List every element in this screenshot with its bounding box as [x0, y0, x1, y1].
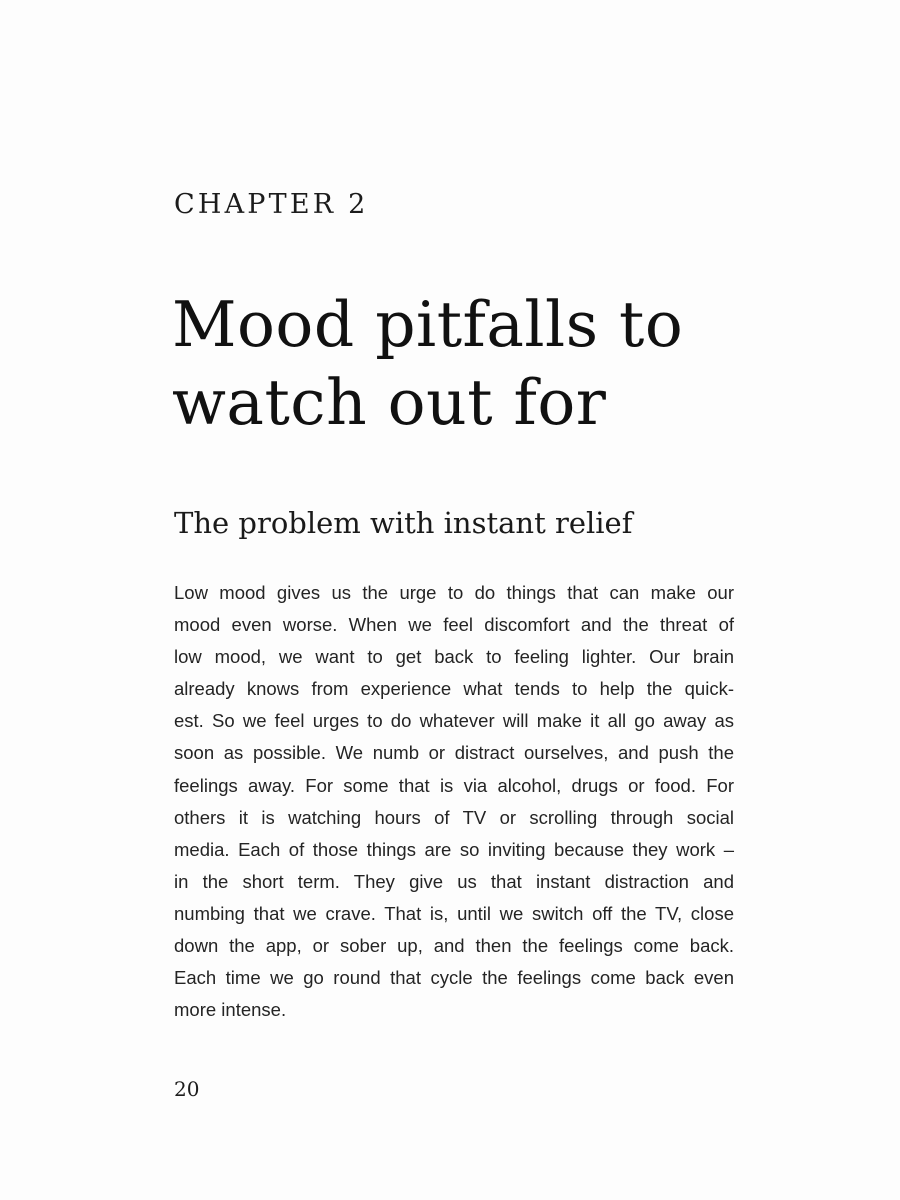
paragraph-line: media. Each of those things are so inviting because they work – — [174, 838, 734, 860]
paragraph-line: others it is watching hours of TV or scrolling through social — [174, 806, 734, 828]
page-number: 20 — [174, 1077, 200, 1101]
paragraph-line: numbing that we crave. That is, until we switch off the TV, close — [174, 902, 734, 924]
chapter-label: CHAPTER 2 — [174, 189, 369, 220]
paragraph-line: mood even worse. When we feel discomfort and the threat of — [174, 614, 734, 636]
paragraph-line: already knows from experience what tends to help the quick- — [174, 678, 734, 700]
paragraph-line: in the short term. They give us that instant distraction and — [174, 870, 734, 892]
paragraph-line: low mood, we want to get back to feeling lighter. Our brain — [174, 646, 734, 668]
paragraph-line: Each time we go round that cycle the feelings come back even — [174, 967, 734, 989]
chapter-title: Mood pitfalls to watch out for — [172, 288, 684, 439]
paragraph-line: more intense. — [174, 999, 287, 1021]
paragraph-line: est. So we feel urges to do whatever will make it all go away as — [174, 710, 734, 732]
section-heading: The problem with instant relief — [174, 506, 633, 540]
paragraph-line: soon as possible. We numb or distract ourselves, and push the — [174, 742, 734, 764]
paragraph-line: Low mood gives us the urge to do things that can make our — [174, 582, 734, 603]
paragraph-line: down the app, or sober up, and then the feelings come back. — [174, 935, 734, 957]
body-paragraph — [174, 577, 734, 1026]
paragraph-line: feelings away. For some that is via alcohol, drugs or food. For — [174, 774, 734, 796]
